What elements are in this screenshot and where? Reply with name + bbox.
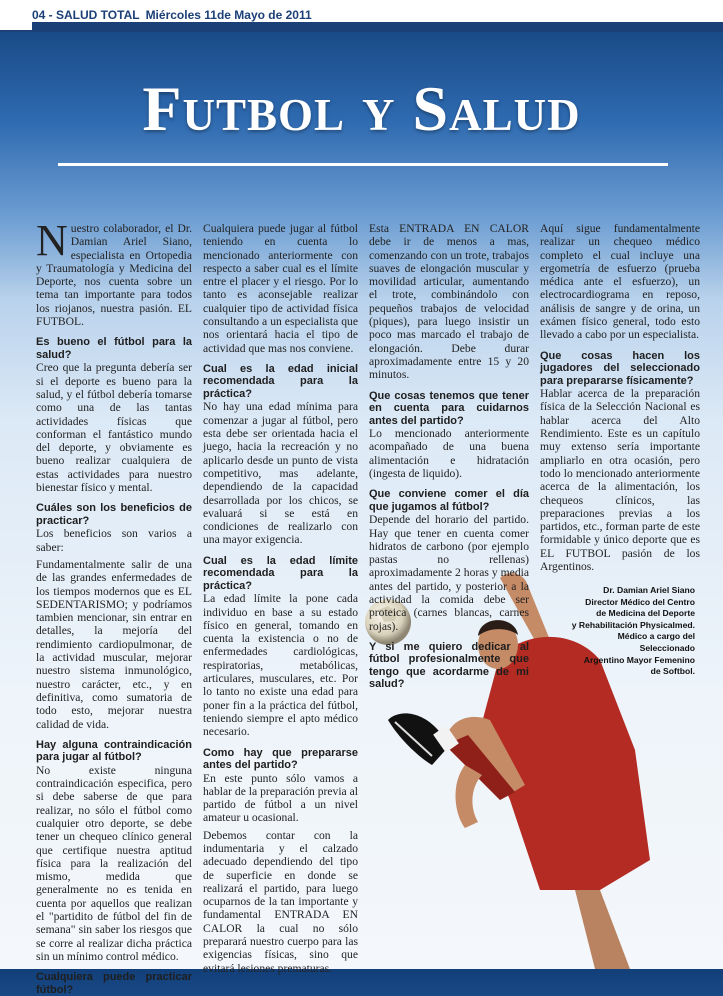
section-heading: Que cosas hacen los jugadores del seleccionado para prepararse físicamente? [540, 349, 700, 387]
section-heading: Y si me quiero dedicar al fútbol profesionalmente que tengo que acordarme de mi salud? [369, 640, 529, 691]
section-paragraph: Esta ENTRADA EN CALOR debe ir de menos a mas, comenzando con un trote, trabajos suaves de elongación muscular y movilidad articular, aumentando el trote, combinándolo con pequeños trabajos de velocidad (piques), para luego insistir un poco mas marcado el trabajo de elongación. Debe durar aproximadamente entre 15 y 20 minutos. [369, 222, 529, 382]
section-heading: Como hay que prepararse antes del partido? [203, 746, 358, 771]
section-paragraph: Debemos contar con la indumentaria y el calzado adecuado dependiendo del tipo de superficie en donde se realizará el partido, para luego ocuparnos de la tan importante y fundamental ENTRADA EN CALOR la cual no sólo preparará nuestro cuerpo para las exigencias físicas, sino que evitará lesiones prematuras. [203, 828, 358, 975]
section-paragraph: Fundamentalmente salir de una de las grandes enfermedades de los tiempos modernos que es EL SEDENTARISMO; y podríamos tambien mencionar, sin entrar en detalles, la mejoría del rendimiento cardiopulmonar, de la actividad muscular, mejorar nuestro sistema inmunológico, nuestro carácter, etc., y en definitiva, como sumatoria de todo esto, mejorar nuestra calidad de vida. [36, 557, 192, 731]
section-paragraph: Depende del horario del partido. Hay que tener en cuenta comer hidratos de carbono (por ejemplo pastas no rellenas) aproximadamente 2 horas y media antes del partido, y posterior a la actividad la comida debe ser proteica (carnes blancas, carnes rojas). [369, 513, 529, 633]
section-heading: Es bueno el fútbol para la salud? [36, 336, 192, 361]
section-paragraph: En este punto sólo vamos a hablar de la preparación previa al partido de fútbol a un nivel amateur u ocasional. [203, 771, 358, 825]
section-heading: Cualquiera puede practicar fútbol? [36, 971, 192, 996]
article-column-4 [540, 222, 700, 577]
title-rule [58, 163, 668, 166]
caption-line: Médico a cargo del Seleccionado [617, 631, 695, 653]
section-heading: Que cosas tenemos que tener en cuenta para cuidarnos antes del partido? [369, 389, 529, 427]
section-heading: Que conviene comer el día que jugamos al fútbol? [369, 488, 529, 513]
intro-paragraph [36, 216, 192, 329]
section-paragraph: Aquí sigue fundamentalmente realizar un chequeo médico completo el cual incluye una ergometría de esfuerzo (prueba médica ante el esfuerzo), un electrocardiograma en reposo, análisis de sangre y de orina, un exámen físico general, todo esto llevado a cabo por un especialista. [540, 222, 700, 342]
caption-line: de Medicina del Deporte [596, 608, 695, 619]
section-paragraph: Los beneficios son varios a saber: [36, 527, 192, 554]
section-paragraph: Cualquiera puede jugar al fútbol teniendo en cuenta lo mencionado anteriormente con respecto a saber cual es el límite entre el placer y el riesgo. Por lo tanto es aconsejable realizar cualquier tipo de actividad física consultando a un especialista que nos orientará hacia el tipo de actividad que mas nos conviene. [203, 222, 358, 355]
caption-line: y Rehabilitación Physicalmed. [571, 619, 695, 630]
section-paragraph: Lo mencionado anteriormente acompañado de una buena alimentación e hidratación (ingesta de liquido). [369, 427, 529, 480]
caption-line: Director Médico del Centro [585, 596, 695, 607]
page-section-label: 04 - SALUD TOTAL [32, 8, 140, 22]
section-heading: Cual es la edad límite recomendada para la práctica? [203, 554, 358, 592]
author-caption [560, 585, 695, 678]
caption-line: de Softbol. [650, 666, 695, 677]
section-heading: Hay alguna contraindicación para jugar al fútbol? [36, 738, 192, 764]
caption-line: Argentino Mayor Femenino [583, 654, 695, 665]
article-column-3 [369, 222, 529, 691]
header-text [32, 5, 312, 25]
section-paragraph: La edad límite la pone cada individuo en base a su estado físico en general, tomando en cuenta la existencia o no de enfermedades cardiológicas, respiratorias, metabólicas, articulares, musculares, etc. Por lo tanto no existe una edad para poner fin a la práctica del fútbol, teniendo siempre el apto médico necesario. [203, 592, 358, 739]
section-paragraph: No hay una edad mínima para comenzar a jugar al fútbol, pero esta debe ser orientada hacia el juego, hacia la recreación y no aplicarlo desde un punto de vista competitivo, mas adelante, dependiendo de la capacidad desarrollada por los chicos, se evaluará si se está en condiciones de realizarlo con una mayor exigencia. [203, 400, 358, 547]
article-column-1 [36, 216, 192, 996]
section-paragraph: No existe ninguna contraindicación especifica, pero si debe saberse de que para realizar, no sólo el fútbol como cualquier otro deporte, se debe tener un chequeo clínico general que certifique nuestra aptitud física para la realización del mismo, medida que generalmente no es tenida en cuenta por aquellos que realizan el "partidito de fútbol del fin de semana" sin saber los riesgos que se corre al realizar dicha práctica sin un mínimo control médico. [36, 763, 192, 963]
article-column-2 [203, 222, 358, 979]
page-header [0, 0, 723, 32]
caption-line: Dr. Damian Ariel Siano [603, 585, 695, 595]
section-paragraph: Creo que la pregunta debería ser si el deporte es bueno para la salud, y el fútbol debería tomarse como una de las tantas actividades físicas que conforman el fantástico mundo del deporte, y obviamente es bueno realizar cualquiera de estas actividades para nuestro bienestar físico y mental. [36, 361, 192, 495]
intro-text: uestro colaborador, el Dr. Damian Ariel Siano, especialista en Ortopedia y Traumatología y Medicina del Deporte, nos cuenta sobre un tema tan importante para todos los riojanos, nuestra pasión. EL FUTBOL. [36, 222, 192, 329]
article-title: Futbol y Salud [142, 73, 581, 144]
section-heading: Cual es la edad inicial recomendada para la práctica? [203, 362, 358, 400]
issue-date: Miércoles 11de Mayo de 2011 [145, 8, 312, 22]
section-paragraph: Hablar acerca de la preparación física de la Selección Nacional es hablar acerca del Alto Rendimiento. Este es un capítulo muy extenso sería importante ampliarlo en otra ocasión, pero todo lo mencionado anteriormente acerca de la alimentación, los chequeos clínicos, las preparaciones previas a los partidos, etc., forman parte de este formidable y único deporte que es EL FUTBOL pasión de los Argentinos. [540, 387, 700, 574]
drop-cap: N [36, 216, 68, 265]
section-heading: Cuáles son los beneficios de practicar? [36, 502, 192, 527]
